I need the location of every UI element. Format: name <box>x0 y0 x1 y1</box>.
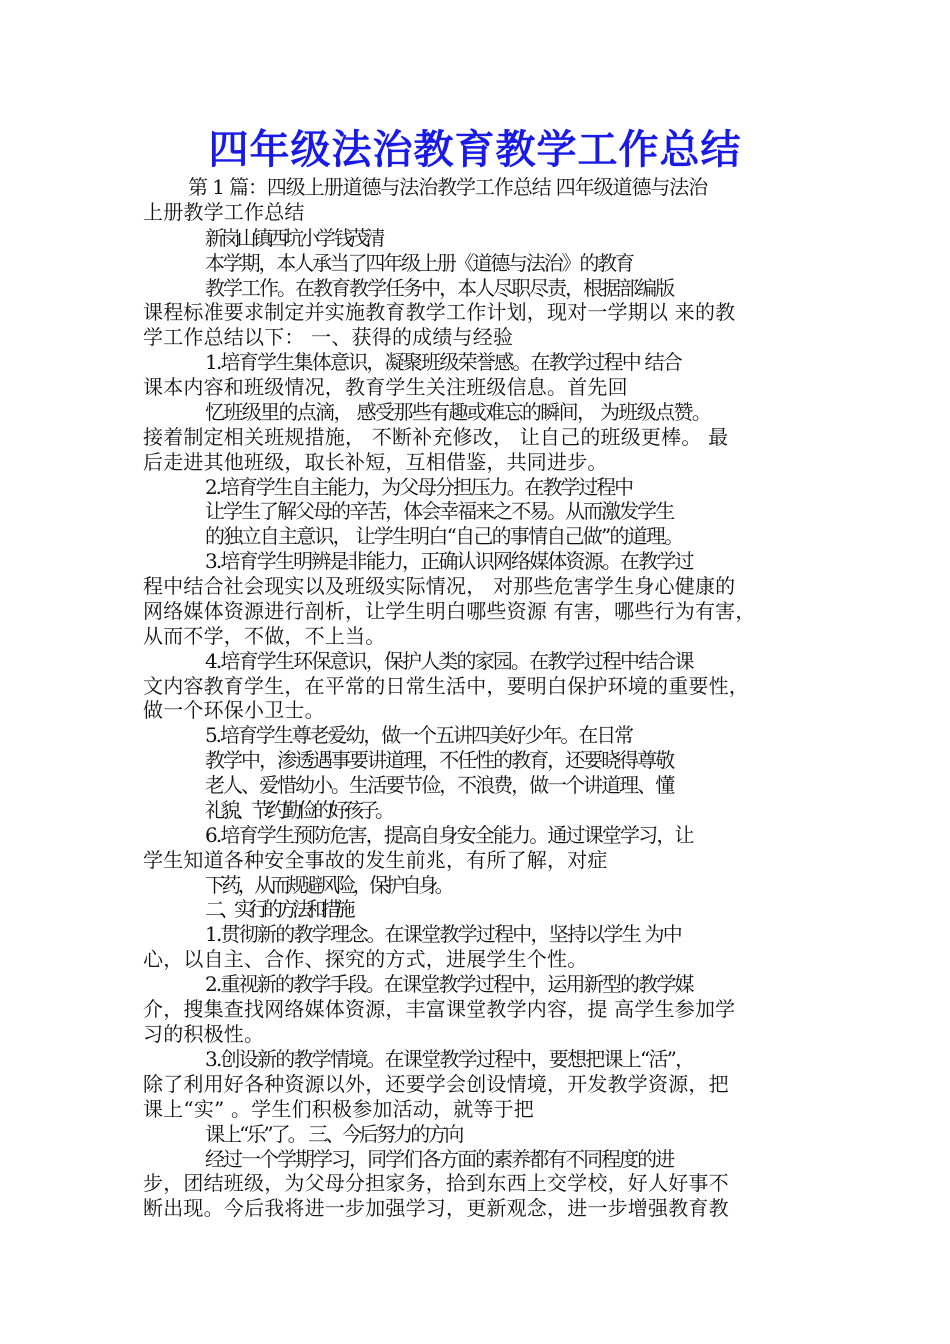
text-line: 课本内容和班级情况，教育学生关注班级信息。首先回 <box>143 375 628 399</box>
text-line: 忆班级里的点滴， 感受那些有趣或难忘的瞬间， 为班级点赞。 <box>205 400 711 424</box>
text-line: 心，以自主、合作、探究的方式，进展学生个性。 <box>143 947 588 971</box>
text-line: 教学工作。在教育教学任务中，本人尽职尽责，根据部编版 <box>205 276 674 300</box>
text-line: 3.培育学生明辨是非能力，正确认识网络媒体资源。在教学过 <box>205 549 693 573</box>
text-line: 后走进其他班级，取长补短，互相借鉴，共同进步。 <box>143 450 608 474</box>
text-line: 二、实行的方法和措施 <box>205 897 350 921</box>
text-line: 网络媒体资源进行剖析，让学生明白哪些资源 有害，哪些行为有害， <box>143 599 756 623</box>
text-line: 2.培育学生自主能力，为父母分担压力。在教学过程中 <box>205 475 633 499</box>
text-line: 6.培育学生预防危害，提高自身安全能力。通过课堂学习，让 <box>205 823 693 847</box>
text-line: 断出现。今后我将进一步加强学习，更新观念，进一步增强教育教 <box>143 1196 729 1220</box>
text-line: 3.创设新的教学情境。在课堂教学过程中，要想把课上“活”， <box>205 1047 694 1071</box>
text-line: 学工作总结以下： 一、获得的成绩与经验 <box>143 325 514 349</box>
text-line: 程中结合社会现实以及班级实际情况， 对那些危害学生身心健康的 <box>143 574 736 598</box>
text-line: 文内容教育学生，在平常的日常生活中，要明白保护环境的重要性， <box>143 674 749 698</box>
text-line: 课程标准要求制定并实施教育教学工作计划，现对一学期以 来的教 <box>143 300 736 324</box>
text-line: 习的积极性。 <box>143 1022 265 1046</box>
text-line: 让学生了解父母的辛苦，体会幸福来之不易。从而激发学生 <box>205 499 674 523</box>
text-line: 学生知道各种安全事故的发生前兆，有所了解，对症 <box>143 848 608 872</box>
text-line: 的独立自主意识， 让学生明白“自己的事情自己做”的道理。 <box>205 524 683 548</box>
text-line: 介，搜集查找网络媒体资源，丰富课堂教学内容，提 高学生参加学 <box>143 997 736 1021</box>
text-line: 1.贯彻新的教学理念。在课堂教学过程中，坚持以学生 为中 <box>205 922 682 946</box>
text-line: 除了利用好各种资源以外，还要学会创设情境，开发教学资源，把 <box>143 1072 729 1096</box>
text-line: 做一个环保小卫士。 <box>143 698 325 722</box>
text-line: 课上“实” 。学生们积极参加活动，就等于把 <box>143 1097 535 1121</box>
text-line: 课上“乐”了。 三、今后努力的方向 <box>205 1122 462 1146</box>
text-line: 第 1 篇：四级上册道德与法治教学工作总结 四年级道德与法治 <box>188 175 708 199</box>
text-line: 1.培育学生集体意识，凝聚班级荣誉感。在教学过程中 结合 <box>205 350 682 374</box>
text-line: 下药，从而规避风险，保护自身。 <box>205 873 451 897</box>
text-line: 5.培育学生尊老爱幼，做一个五讲四美好少年。在日常 <box>205 723 633 747</box>
text-line: 老人、爱惜幼小。生活要节俭，不浪费，做一个讲道理、懂 <box>205 773 674 797</box>
text-line: 接着制定相关班规措施， 不断补充修改， 让自己的班级更棒。 最 <box>143 425 729 449</box>
text-line: 本学期，本人承当了四年级上册《道德与法治》的教育 <box>205 251 633 275</box>
document-title: 四年级法治教育教学工作总结 <box>208 127 742 173</box>
text-line: 上册教学工作总结 <box>143 200 305 224</box>
text-line: 从而不学，不做，不上当。 <box>143 624 386 648</box>
text-line: 4.培育学生环保意识，保护人类的家园。在教学过程中结合课 <box>205 649 693 673</box>
text-line: 新岗山镇西坑小学 钱茂清 <box>205 226 382 250</box>
text-line: 2.重视新的教学手段。在课堂教学过程中，运用新型的教学媒 <box>205 972 693 996</box>
text-line: 礼貌、节约勤俭的好孩子。 <box>205 798 391 822</box>
text-line: 经过一个学期学习，同学们各方面的素养都有不同程度的进 <box>205 1147 674 1171</box>
text-line: 教学中，渗透遇事要讲道理，不任性的教育，还要晓得尊敬 <box>205 748 674 772</box>
text-line: 步，团结班级，为父母分担家务，拾到东西上交学校，好人好事不 <box>143 1171 729 1195</box>
